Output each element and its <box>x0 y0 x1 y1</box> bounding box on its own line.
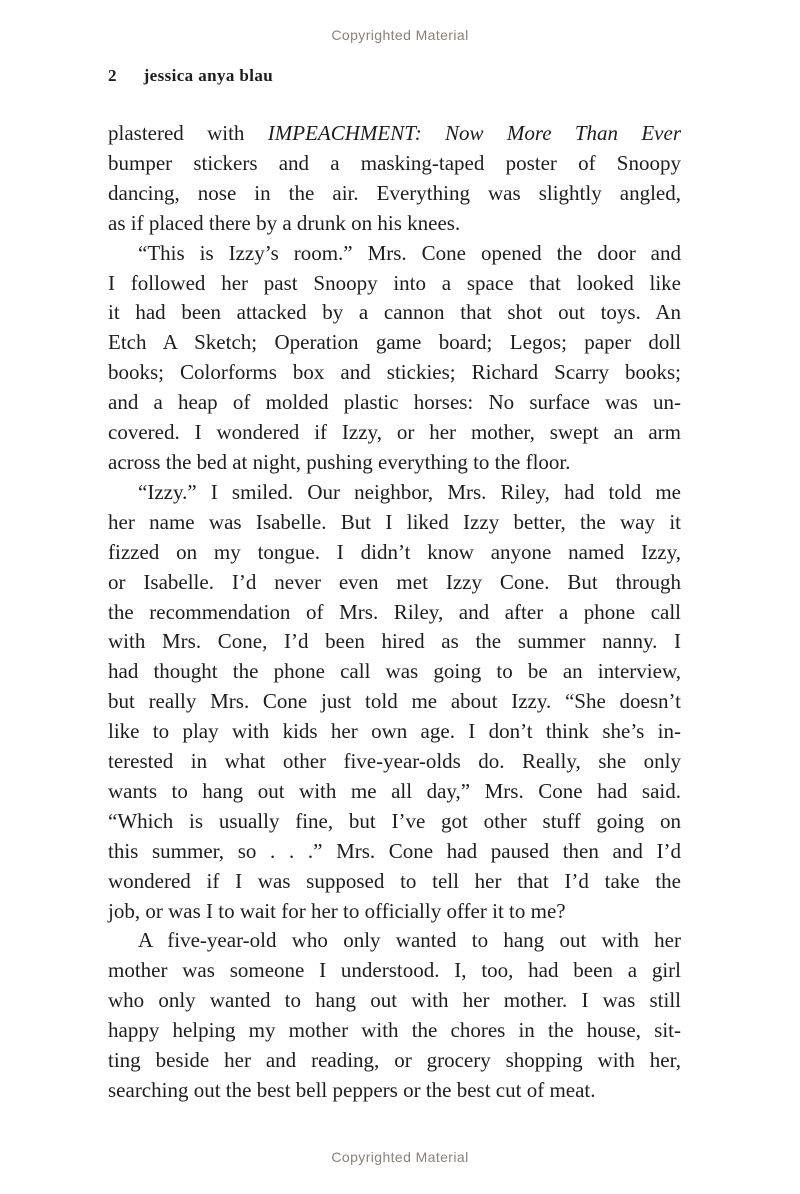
text-line: fizzed on my tongue. I didn’t know anyone named Izzy, <box>108 539 681 564</box>
text-line: as if placed there by a drunk on his knees. <box>108 210 461 235</box>
text-line: it had been attacked by a cannon that shot out toys. An <box>108 300 681 325</box>
text-line: like to play with kids her own age. I don’t think she’s in- <box>108 719 681 744</box>
text-line: mother was someone I understood. I, too, had been a girl <box>108 958 681 983</box>
text-line: job, or was I to wait for her to officially offer it to me? <box>108 898 566 923</box>
text-line: terested in what other five-year-olds do. Really, she only <box>108 749 681 774</box>
text-line: or Isabelle. I’d never even met Izzy Cone. But through <box>108 569 681 594</box>
text-line: plastered with IMPEACHMENT: Now More Than Ever <box>108 121 681 145</box>
text-line: wants to hang out with me all day,” Mrs. Cone had said. <box>108 778 681 803</box>
text-line: covered. I wondered if Izzy, or her mother, swept an arm <box>108 420 681 445</box>
text-line: Etch A Sketch; Operation game board; Legos; paper doll <box>108 330 681 355</box>
text-line: and a heap of molded plastic horses: No surface was un- <box>108 390 681 415</box>
text-line: happy helping my mother with the chores in the house, sit- <box>108 1018 681 1043</box>
text-line: her name was Isabelle. But I liked Izzy better, the way it <box>108 509 681 534</box>
page-header <box>108 66 273 86</box>
page-number: 2 <box>108 66 117 85</box>
text-line: wondered if I was supposed to tell her that I’d take the <box>108 868 681 893</box>
running-header-title: jessica anya blau <box>143 66 274 85</box>
text-line: A five-year-old who only wanted to hang out with her <box>138 928 681 953</box>
text-line: had thought the phone call was going to be an interview, <box>108 659 681 684</box>
text-line: books; Colorforms box and stickies; Richard Scarry books; <box>108 360 681 385</box>
text-line: across the bed at night, pushing everything to the floor. <box>108 449 571 474</box>
text-line: but really Mrs. Cone just told me about Izzy. “She doesn’t <box>108 689 681 714</box>
copyright-notice-bottom: Copyrighted Material <box>331 1149 469 1165</box>
text-line: this summer, so . . .” Mrs. Cone had paused then and I’d <box>108 838 681 863</box>
text-line: “This is Izzy’s room.” Mrs. Cone opened the door and <box>138 240 681 265</box>
text-line: ting beside her and reading, or grocery shopping with her, <box>108 1048 681 1073</box>
text-line: “Izzy.” I smiled. Our neighbor, Mrs. Riley, had told me <box>138 479 681 504</box>
text-line: “Which is usually fine, but I’ve got other stuff going on <box>108 808 681 833</box>
text-line: searching out the best bell peppers or the best cut of meat. <box>108 1078 596 1102</box>
text-line: dancing, nose in the air. Everything was slightly angled, <box>108 180 681 205</box>
text-line: who only wanted to hang out with her mother. I was still <box>108 988 681 1013</box>
text-line: the recommendation of Mrs. Riley, and after a phone call <box>108 599 681 624</box>
text-line: I followed her past Snoopy into a space that looked like <box>108 270 681 295</box>
copyright-notice-top: Copyrighted Material <box>331 27 469 43</box>
text-line: with Mrs. Cone, I’d been hired as the summer nanny. I <box>108 629 681 654</box>
text-line: bumper stickers and a masking-taped poster of Snoopy <box>108 150 681 175</box>
body-text <box>108 119 681 1106</box>
